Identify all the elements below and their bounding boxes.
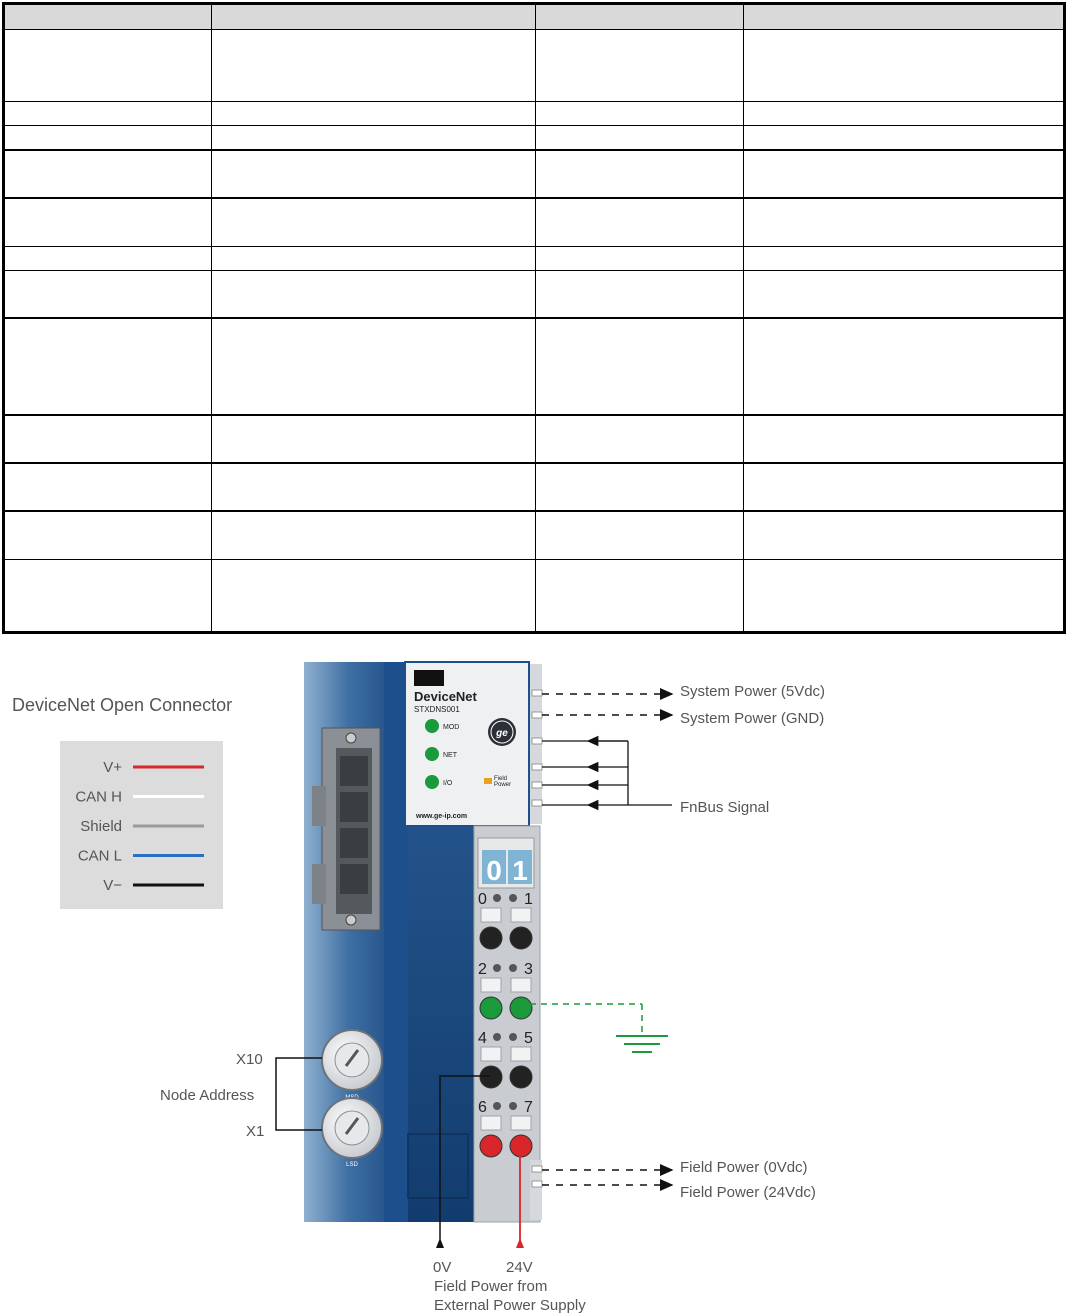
table-cell <box>5 415 212 463</box>
table-cell <box>5 270 212 318</box>
terminal-release <box>493 1102 501 1110</box>
table-cell <box>5 150 212 198</box>
terminal-socket[interactable] <box>480 1066 502 1088</box>
legend-label: Shield <box>80 818 122 835</box>
table-cell <box>744 463 1064 511</box>
legend-label: CAN H <box>75 788 122 806</box>
table-cell <box>5 463 212 511</box>
terminal-socket[interactable] <box>510 927 532 949</box>
table-row <box>5 511 1064 559</box>
table-cell <box>536 559 744 631</box>
fnbus-lines <box>542 741 769 816</box>
table-cell <box>212 198 536 246</box>
terminal-release <box>509 1102 517 1110</box>
system-power-arrows <box>542 683 825 727</box>
node-address-callout <box>160 1051 322 1140</box>
terminal-release <box>509 1033 517 1041</box>
table-cell <box>212 270 536 318</box>
spec-table-grid <box>4 4 1064 632</box>
table-cell <box>744 415 1064 463</box>
terminal-number: 5 <box>524 1030 533 1047</box>
led-mod <box>425 719 439 733</box>
terminal-release <box>493 1033 501 1041</box>
module-website: www.ge-ip.com <box>416 813 468 820</box>
table-header-cell <box>536 5 744 30</box>
terminal-number: 3 <box>524 961 533 978</box>
table-cell <box>212 511 536 559</box>
table-cell <box>536 463 744 511</box>
terminal-socket[interactable] <box>480 1135 502 1157</box>
terminal-release <box>493 964 501 972</box>
table-cell <box>5 318 212 414</box>
terminal-socket[interactable] <box>510 997 532 1019</box>
terminal-release <box>509 964 517 972</box>
ge-logo-glyph: ge <box>496 728 508 739</box>
led-io <box>425 775 439 789</box>
table-cell <box>212 415 536 463</box>
terminal-socket[interactable] <box>510 1135 532 1157</box>
label-system-power-5v: System Power (5Vdc) <box>680 683 826 700</box>
label-field-power-0v: Field Power (0Vdc) <box>680 1159 808 1176</box>
table-row <box>5 246 1064 270</box>
field-power-led <box>484 778 492 784</box>
label-system-power-gnd: System Power (GND) <box>680 710 825 727</box>
label-external-supply: External Power Supply <box>434 1297 586 1313</box>
table-cell <box>5 126 212 150</box>
table-cell <box>536 511 744 559</box>
terminal-number: 4 <box>478 1030 487 1047</box>
label-fnbus: FnBus Signal <box>680 799 770 816</box>
table-cell <box>5 559 212 631</box>
led-label-net: NET <box>443 752 457 759</box>
table-cell <box>212 150 536 198</box>
wiring-diagram <box>0 640 1068 1313</box>
terminal-socket[interactable] <box>510 1066 532 1088</box>
table-header-row <box>5 5 1064 30</box>
terminal-release <box>509 894 517 902</box>
display-digit-0: 0 <box>486 855 502 886</box>
table-row <box>5 463 1064 511</box>
table-cell <box>5 198 212 246</box>
table-header-cell <box>744 5 1064 30</box>
label-x1: X1 <box>246 1123 265 1140</box>
table-cell <box>5 30 212 102</box>
spec-table <box>2 2 1066 634</box>
terminal-number: 0 <box>478 891 487 908</box>
rotary-label-lsd: LSD <box>346 1162 358 1168</box>
terminal-release <box>493 894 501 902</box>
display-digit-1: 1 <box>512 855 528 886</box>
terminal-number: 7 <box>524 1099 533 1116</box>
label-0v: 0V <box>433 1259 452 1276</box>
terminal-number: 6 <box>478 1099 487 1116</box>
table-header-cell <box>5 5 212 30</box>
label-node-address: Node Address <box>160 1087 255 1104</box>
table-row <box>5 102 1064 126</box>
table-cell <box>212 30 536 102</box>
legend-label: V+ <box>103 759 122 776</box>
table-cell <box>744 198 1064 246</box>
table-cell <box>744 126 1064 150</box>
connector-title: DeviceNet Open Connector <box>12 695 233 715</box>
table-cell <box>536 270 744 318</box>
table-cell <box>5 246 212 270</box>
table-cell <box>212 126 536 150</box>
led-label-io: I/O <box>443 780 453 787</box>
devicenet-plug <box>312 728 380 930</box>
label-24v: 24V <box>506 1259 533 1276</box>
table-cell <box>536 198 744 246</box>
table-cell <box>744 102 1064 126</box>
table-cell <box>744 511 1064 559</box>
status-panel <box>405 662 529 826</box>
table-cell <box>212 102 536 126</box>
led-label-mod: MOD <box>443 724 460 731</box>
table-row <box>5 150 1064 198</box>
table-cell <box>744 246 1064 270</box>
table-cell <box>536 102 744 126</box>
devicenet-module <box>304 662 542 1222</box>
label-field-power-from: Field Power from <box>434 1278 548 1295</box>
label-field-power-24v: Field Power (24Vdc) <box>680 1184 816 1201</box>
table-cell <box>212 463 536 511</box>
legend-label: V− <box>103 877 122 894</box>
table-cell <box>744 559 1064 631</box>
table-cell <box>536 126 744 150</box>
table-cell <box>212 559 536 631</box>
table-cell <box>744 270 1064 318</box>
field-power-arrows <box>542 1159 816 1201</box>
table-row <box>5 559 1064 631</box>
table-cell <box>744 30 1064 102</box>
module-brand: DeviceNet <box>414 689 477 704</box>
table-row <box>5 415 1064 463</box>
table-cell <box>744 150 1064 198</box>
table-cell <box>536 246 744 270</box>
table-cell <box>212 318 536 414</box>
table-cell <box>536 30 744 102</box>
table-row <box>5 126 1064 150</box>
shield-ground <box>530 1004 668 1052</box>
table-cell <box>536 318 744 414</box>
table-header-cell <box>212 5 536 30</box>
table-cell <box>536 415 744 463</box>
table-row <box>5 198 1064 246</box>
table-row <box>5 30 1064 102</box>
table-cell <box>744 318 1064 414</box>
terminal-socket[interactable] <box>480 997 502 1019</box>
table-cell <box>5 102 212 126</box>
terminal-number: 1 <box>524 891 533 908</box>
connector-legend <box>60 741 223 909</box>
label-x10: X10 <box>236 1051 263 1068</box>
module-model: STXDNS001 <box>414 705 460 714</box>
field-power-label: Field Power <box>494 776 512 788</box>
terminal-socket[interactable] <box>480 927 502 949</box>
table-cell <box>212 246 536 270</box>
terminal-number: 2 <box>478 961 487 978</box>
table-row <box>5 270 1064 318</box>
legend-label: CAN L <box>77 847 122 865</box>
table-row <box>5 318 1064 414</box>
table-cell <box>536 150 744 198</box>
led-net <box>425 747 439 761</box>
table-cell <box>5 511 212 559</box>
